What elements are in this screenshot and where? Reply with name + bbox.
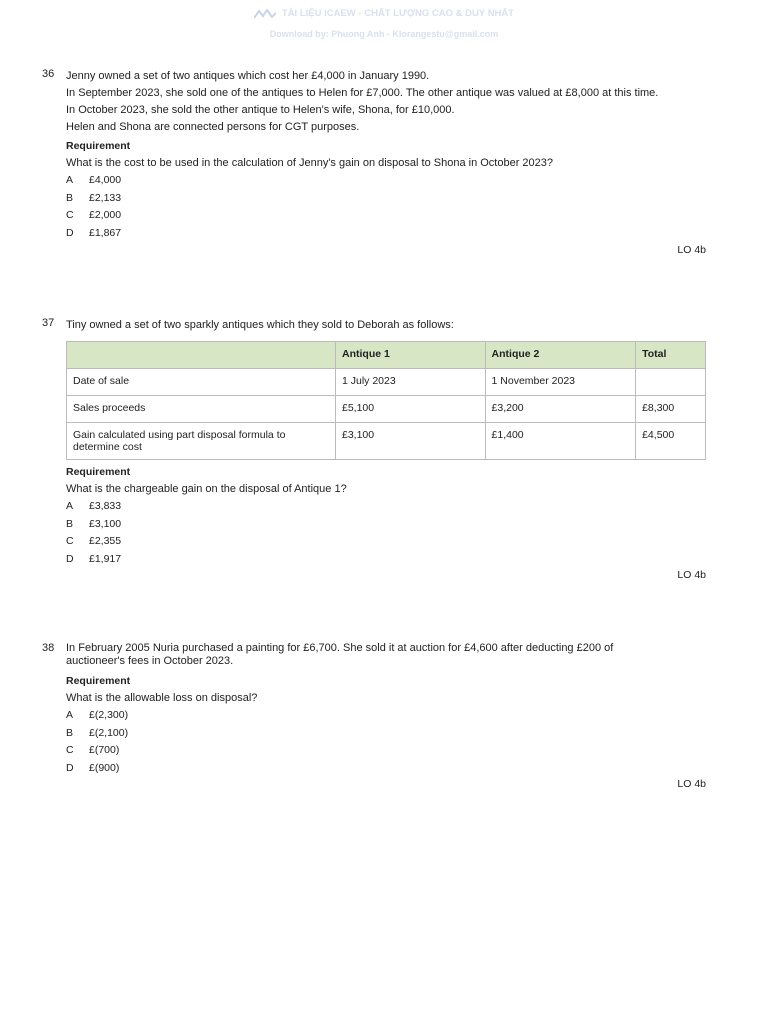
option-text: £2,355 [89,535,122,547]
table-cell: £4,500 [636,423,706,460]
question-body [66,642,711,777]
table-header-cell: Antique 1 [336,342,486,369]
option-text: £(900) [89,761,120,774]
watermark-logo-icon [254,9,276,19]
question-text: In February 2005 Nuria purchased a painting for £6,700. She sold it at auction for £4,600 after deducting £200 of [66,642,614,654]
requirement-heading: Requirement [66,675,131,687]
table-cell: £3,200 [485,396,636,423]
option-letter: A [66,174,74,186]
option-letter: D [66,552,74,565]
requirement-text: What is the chargeable gain on the disposal of Antique 1? [66,483,347,495]
watermark-title: TÀI LIỆU ICAEW - CHẤT LƯỢNG CAO & DUY NHẤT [281,8,515,19]
option-text: £(700) [89,744,120,756]
question-text: auctioneer's fees in October 2023. [66,655,234,667]
option-text: £1,917 [89,552,122,565]
option-b[interactable] [66,725,711,743]
table-cell [636,369,706,396]
option-text: £1,867 [89,226,122,239]
table-cell: £3,100 [336,423,486,460]
option-c[interactable] [66,207,711,225]
option-letter: A [66,500,74,512]
requirement-text: What is the cost to be used in the calculation of Jenny's gain on disposal to Shona in October 2023? [66,157,554,169]
table-header-cell: Total [636,342,706,369]
table-row [67,369,706,396]
option-letter: D [66,761,74,774]
learning-outcome: LO 4b [677,244,706,256]
table-header-cell [67,342,336,369]
question-number: 37 [42,317,55,329]
table-cell: 1 July 2023 [336,369,486,396]
table-row [67,396,706,423]
learning-outcome: LO 4b [677,778,706,790]
option-c[interactable] [66,742,711,760]
table-cell: £8,300 [636,396,706,423]
question-body [66,68,711,242]
table-header-row [67,342,706,369]
option-letter: C [66,535,74,547]
question-text: Tiny owned a set of two sparkly antiques which they sold to Deborah as follows: [66,319,454,331]
antiques-table [66,341,706,460]
option-letter: C [66,744,74,756]
table-cell: £5,100 [336,396,486,423]
option-text: £2,000 [89,209,122,221]
question-text: In October 2023, she sold the other antique to Helen's wife, Shona, for £10,000. [66,104,455,116]
table-header-cell: Antique 2 [485,342,636,369]
option-b[interactable] [66,190,711,208]
learning-outcome: LO 4b [677,569,706,581]
question-text: Jenny owned a set of two antiques which cost her £4,000 in January 1990. [66,70,430,82]
option-d[interactable] [66,760,711,778]
option-a[interactable] [66,498,711,516]
option-letter: B [66,726,74,739]
requirement-heading: Requirement [66,466,131,478]
option-text: £(2,300) [89,709,129,721]
requirement-heading: Requirement [66,140,131,152]
option-a[interactable] [66,707,711,725]
question-number: 36 [42,68,55,80]
table-row [67,423,706,460]
question-text: Helen and Shona are connected persons for CGT purposes. [66,121,360,133]
table-cell: 1 November 2023 [485,369,636,396]
option-text: £(2,100) [89,726,129,739]
option-letter: A [66,709,74,721]
option-letter: C [66,209,74,221]
option-a[interactable] [66,172,711,190]
option-text: £3,833 [89,500,122,512]
question-text: In September 2023, she sold one of the antiques to Helen for £7,000. The other antique was valued at £8,000 at this time. [66,87,659,99]
option-c[interactable] [66,533,711,551]
option-d[interactable] [66,225,711,243]
option-b[interactable] [66,516,711,534]
table-cell: Date of sale [67,369,336,396]
option-letter: D [66,226,74,239]
question-number: 38 [42,642,55,654]
option-letter: B [66,191,74,204]
table-cell: Sales proceeds [67,396,336,423]
requirement-text: What is the allowable loss on disposal? [66,692,258,704]
table-cell: £1,400 [485,423,636,460]
option-text: £3,100 [89,517,122,530]
watermark-download: Download by: Phuong Anh - Klorangestu@gmail.com [269,29,499,39]
option-letter: B [66,517,74,530]
option-text: £2,133 [89,191,122,204]
option-text: £4,000 [89,174,122,186]
option-d[interactable] [66,551,711,569]
table-cell: Gain calculated using part disposal formula to determine cost [67,423,336,460]
watermark [0,8,768,39]
question-body [66,317,711,568]
